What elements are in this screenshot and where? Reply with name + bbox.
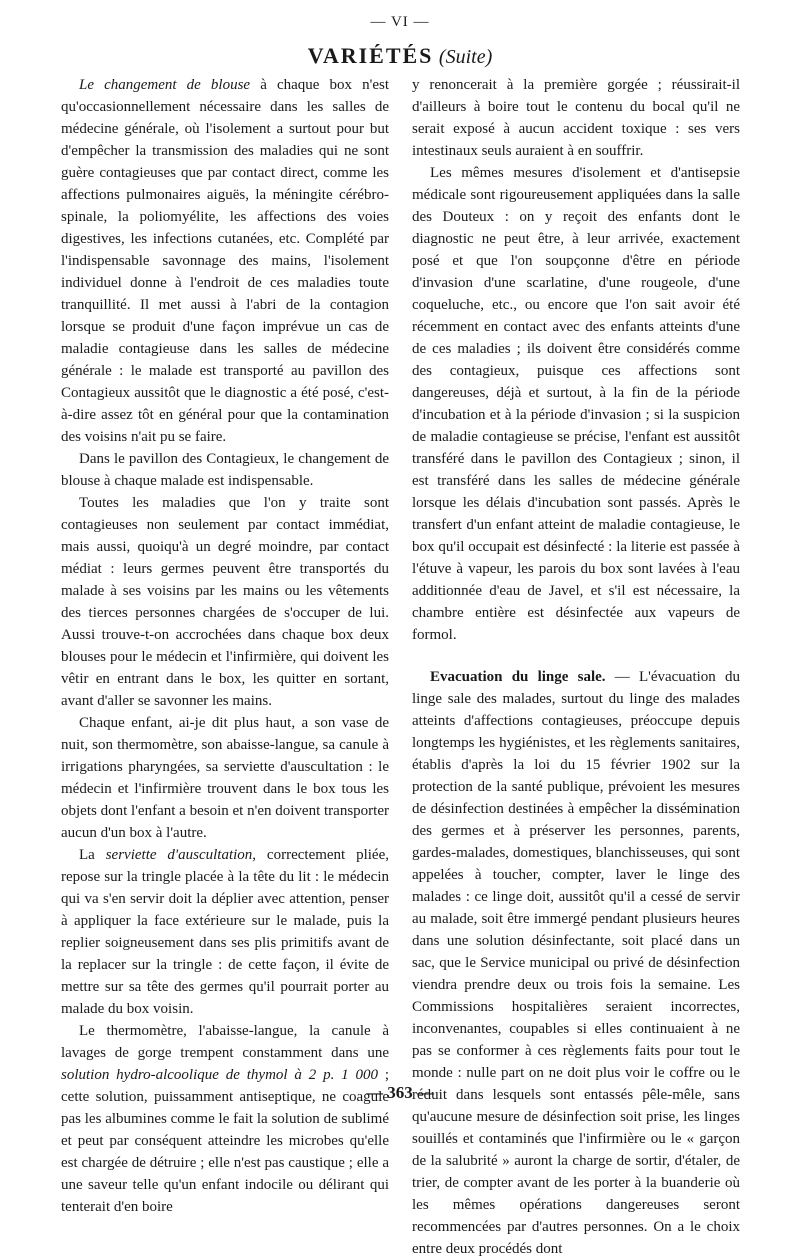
paragraph — [61, 1020, 389, 1218]
emphasis: serviette d'auscultation — [105, 847, 253, 863]
emphasis: Le changement de blouse — [79, 77, 251, 93]
paragraph — [412, 666, 740, 1260]
emphasis: solution hydro-alcoolique de thymol à 2 p. 1 000 — [61, 1067, 378, 1083]
paragraph: Les mêmes mesures d'isolement et d'antisepsie médicale sont rigoureusement appliquées dans la salle des Douteux : on y reçoit des enfants dont le diagnostic ne peut être, à leur arrivée, exactement posé et que l'on soupçonne d'être en période d'invasion d'une scarlatine, d'une rougeole, d'une coqueluche, etc., ou encore que l'on sait avoir été récemment en contact avec des enfants atteints d'une de ces maladies ; ils doivent être considérés comme des contagieux, puisque ces affections sont dangereuses, déjà et surtout, à la fin de la période d'incubation et à la période d'invasion ; si la suspicion de maladie contagieuse se précise, l'enfant est aussitôt transféré dans le pavillon des Contagieux ; sinon, il est transféré dans les salles de médecine générale lorsque les délais d'incubation sont passés. Après le transfert d'un enfant atteint de maladie contagieuse, le box qu'il occupait est désinfecté : la literie est passée à l'étuve à vapeur, les parois du box sont lavées à l'eau additionnée d'eau de Javel, et s'il est nécessaire, la chambre entière est désinfectée aux vapeurs de formol. — [412, 165, 740, 643]
section-heading: Evacuation du linge sale. — [430, 669, 606, 685]
page-number: — 363 — — [366, 1083, 434, 1102]
paragraph — [61, 844, 389, 1020]
paragraph: Dans le pavillon des Contagieux, le changement de blouse à chaque malade est indispensable. — [61, 451, 389, 489]
title-subtitle: (Suite) — [438, 46, 493, 68]
paragraph: y renoncerait à la première gorgée ; réussirait-il d'ailleurs à boire tout le contenu du bocal qu'il ne serait exposé à aucun accident toxique : ses vers intestinaux seuls auraient à en souffrir. — [412, 77, 740, 159]
paragraph: Toutes les maladies que l'on y traite sont contagieuses non seulement par contact immédiat, mais aussi, quoiqu'à un degré moindre, par contact médiat : leurs germes peuvent être transportés du malade à ses voisins par les mains ou les vêtements des tierces personnes chargées de s'occuper de lui. Aussi trouve-t-on accrochées dans chaque box deux blouses pour le médecin et l'infirmière, qui doivent les vêtir en entrant dans le box, les quitter en sortant, avant d'aller se savonner les mains. — [61, 495, 389, 709]
title-main: VARIÉTÉS — [307, 43, 434, 68]
paragraph-text: — L'évacuation du linge sale des malades, surtout du linge des malades atteints d'affections contagieuses, préoccupe depuis longtemps les hygiénistes, et les règlements sanitaires, établis d'après la loi du 15 février 1902 sur la protection de la santé publique, prévoient les mesures de désinfection destinées à empêcher la dissémination des germes et à préserver les personnes, parents, gardes-malades, domestiques, blanchisseuses, qui sont appelées à toucher, compter, laver le linge des malades : ce linge doit, aussitôt qu'il a cessé de servir au malade, soit être immergé pendant plusieurs heures dans une solution désinfectante, soit placé dans un sac, que le Service municipal ou privé de désinfection viendra prendre deux ou trois fois la semaine. Les Commissions hospitalières seraient incorrectes, inconvenantes, coupables si elles continuaient à ne pas se conformer à ces règlements faits pour tout le monde : nulle part on ne doit plus voir le coffre ou le réduit dans lesquels sont entassés pêle-mêle, sans qu'aucune mesure de désinfection soit prise, les linges souillés et contaminés que l'infirmière ou le « garçon de la salubrité » auront la charge de sortir, d'étaler, de trier, de compter avant de les porter à la buanderie où les mêmes opérations dangereuses seront recommencées par d'autres personnes. On a le choix entre deux procédés dont — [412, 669, 740, 1257]
section-gap — [412, 646, 740, 666]
paragraph-text: , correctement pliée, repose sur la tringle placée à la tête du lit : le médecin qui va s'en servir doit la déplier avec attention, penser à appliquer la face extérieure sur le malade, puis la replier soigneusement dans ses plis primitifs avant de la replacer sur la tringle : de cette façon, il évite de mettre sur sa tête des germes qu'il pourrait porter au malade du box voisin. — [61, 847, 390, 1017]
paragraph — [61, 74, 389, 448]
left-column — [61, 74, 389, 1218]
paragraph: Chaque enfant, ai-je dit plus haut, a son vase de nuit, son thermomètre, son abaisse-langue, sa canule à irrigations pharyngées, sa serviette d'auscultation : le médecin et l'infirmière trouvent dans le box tous les objets dont l'enfant a besoin et n'en doivent transporter aucun d'un box à l'autre. — [61, 715, 389, 841]
paragraph-text: Le thermomètre, l'abaisse-langue, la canule à lavages de gorge trempent constamment dans une — [61, 1023, 389, 1061]
section-folio: — VI — — [370, 14, 430, 30]
page-title — [0, 44, 800, 69]
paragraph-text: ; cette solution, puissamment antiseptique, ne coagule pas les albumines comme le fait la solution de sublimé et peut par conséquent atteindre les microbes qu'elle est chargée de détruire ; elle n'est pas caustique ; elle a une saveur telle qu'un enfant indocile ou délirant qui tenterait d'en boire — [61, 1067, 390, 1215]
paragraph-text: à chaque box n'est qu'occasionnellement nécessaire dans les salles de médecine générale, où l'isolement a surtout pour but d'empêcher la transmission des maladies qui ne sont guère contagieuses que par contact direct, comme les affections pulmonaires aiguës, la méningite cérébro-spinale, la poliomyélite, les affections des voies digestives, les infections cutanées, etc. Complété par l'indispensable savonnage des mains, l'isolement individuel donne à l'endroit de ces maladies toute tranquillité. Il met aussi à l'abri de la contagion lorsque se produit d'une façon imprévue un cas de maladie contagieuse dans les salles de médecine générale : le malade est transporté au pavillon des Contagieux aussitôt que le diagnostic a été posé, c'est-à-dire assez tôt en général pour que la contamination des voisins n'ait pu se faire. — [61, 77, 390, 445]
paragraph-text: La — [79, 847, 106, 863]
